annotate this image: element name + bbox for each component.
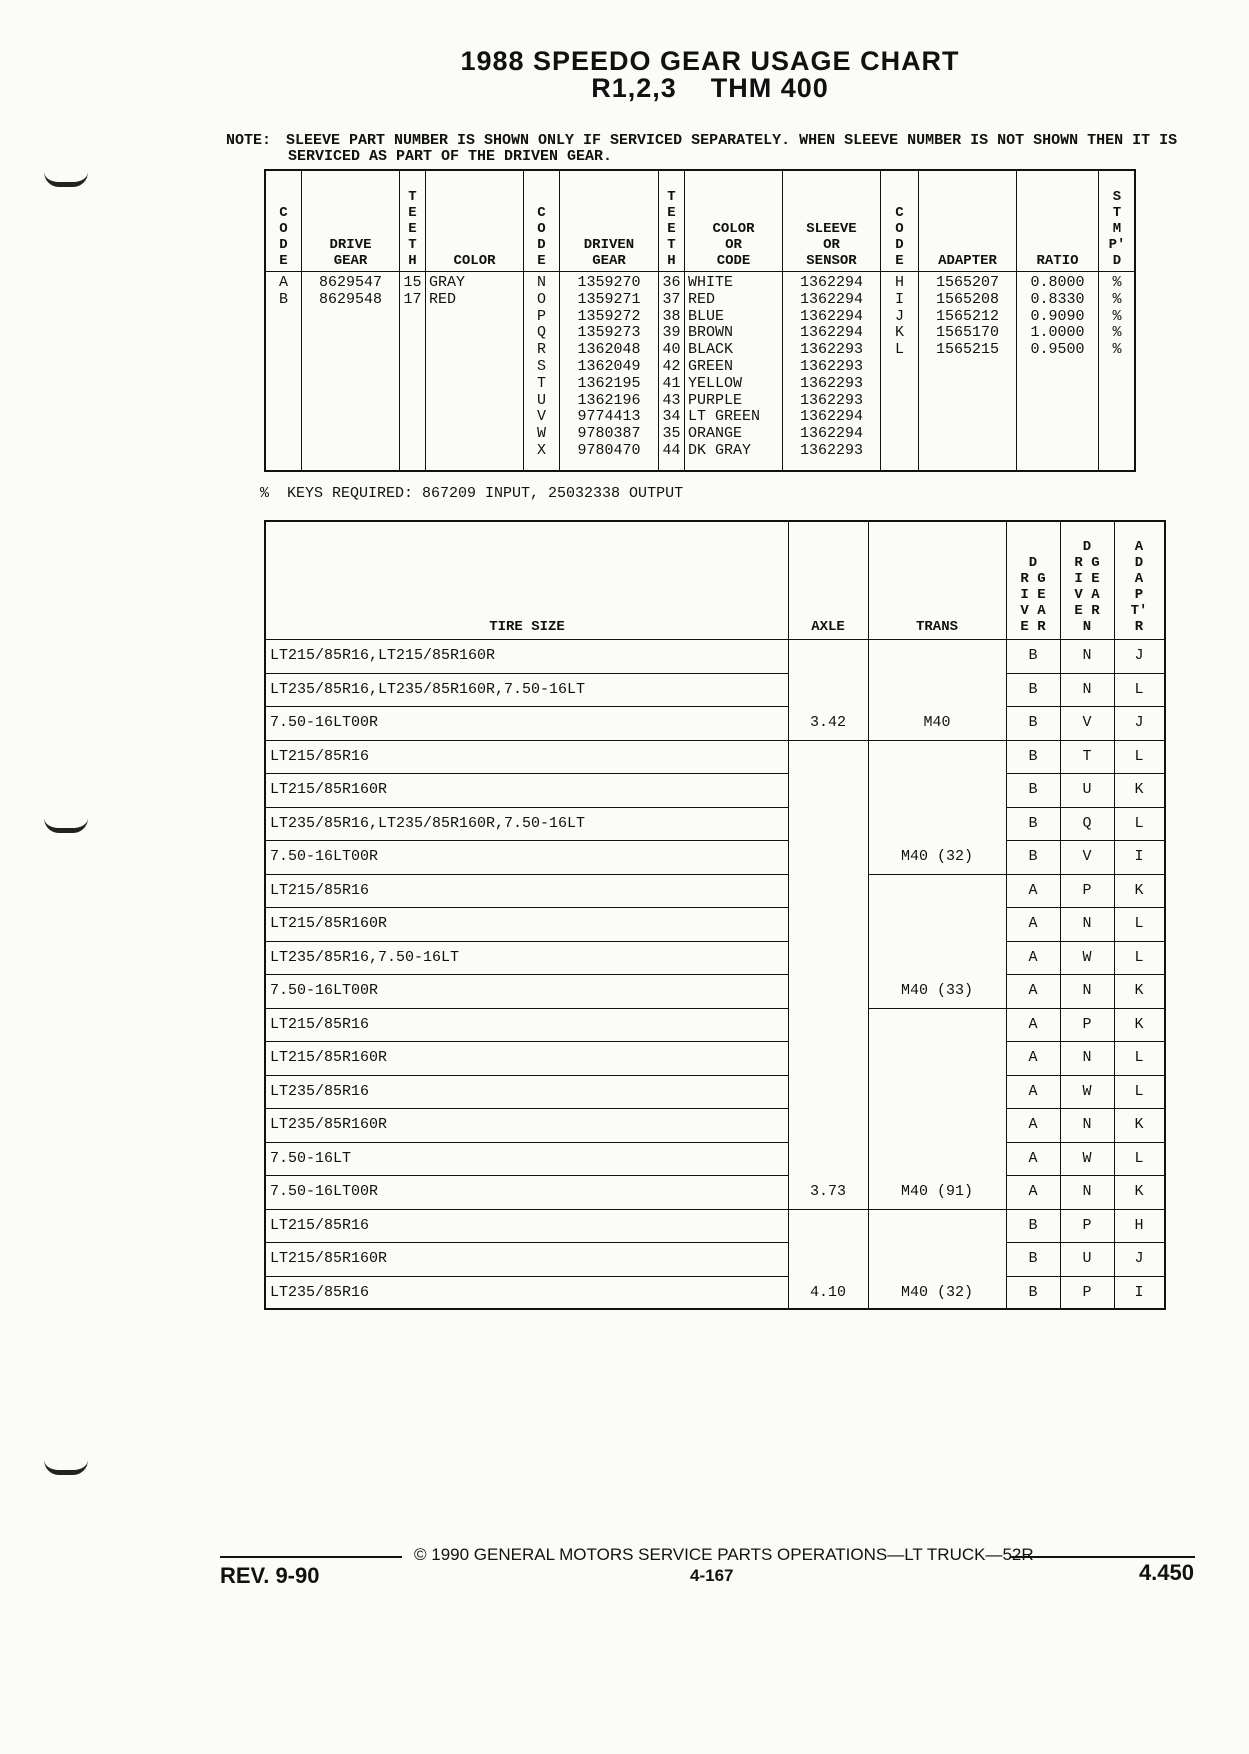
page-title: [330, 48, 1090, 102]
adapter-cell: L: [1134, 1149, 1144, 1167]
driven-gear-cell: U: [1082, 1250, 1092, 1267]
trans-value: M40 (33): [900, 982, 973, 999]
gear-cell: RED: [429, 290, 457, 308]
drive-gear-cell: A: [1028, 1049, 1038, 1066]
driven-gear-cell: N: [1082, 647, 1092, 664]
drive-gear-cell: B: [1028, 714, 1038, 731]
gear-cell: 42: [662, 357, 681, 375]
note-block: [226, 133, 1206, 165]
col-drive-gear-header-label: DRIVE GEAR: [329, 237, 372, 269]
note-line-2: SERVICED AS PART OF THE DRIVEN GEAR.: [288, 148, 613, 165]
gear-cell: 39: [662, 324, 681, 342]
tire-size-cell: LT215/85R16: [270, 881, 370, 899]
gear-cell: 36: [662, 274, 681, 291]
col-adapter-header: [919, 171, 1016, 271]
gear-cell: 38: [662, 307, 681, 325]
gear-table-header-rule: [266, 271, 1134, 272]
col-stmp-header-label: S T M P' D: [1108, 189, 1126, 269]
gear-cell: YELLOW: [688, 374, 743, 392]
driven-gear-cell: W: [1082, 1082, 1092, 1100]
tire-size-cell: LT215/85R160R: [270, 781, 388, 798]
gear-cell: 0.9500: [1030, 341, 1085, 359]
driven-gear-cell: N: [1082, 1116, 1092, 1133]
col-driven-gear: [560, 171, 659, 470]
gear-cell: 37: [662, 290, 681, 308]
col-sleeve-header: [783, 171, 880, 271]
tire-size-cell: 7.50-16LT00R: [270, 848, 379, 865]
tire-size-cell: LT235/85R16,LT235/85R160R,7.50-16LT: [270, 814, 586, 832]
col-color-code-header: [685, 171, 782, 271]
driven-gear-cell: N: [1082, 915, 1092, 932]
drive-gear-cell: B: [1028, 1216, 1038, 1234]
adapter-cell: L: [1134, 814, 1144, 832]
driven-gear-cell: P: [1082, 1015, 1092, 1033]
gear-cell: %: [1112, 324, 1122, 342]
col-drive-color: [426, 171, 524, 470]
gear-cell: 1565212: [935, 307, 999, 325]
drive-gear-cell: B: [1028, 1250, 1038, 1267]
adapter-cell: I: [1134, 848, 1144, 865]
tire-size-cell: LT235/85R16: [270, 1082, 370, 1100]
adapter-cell: K: [1134, 982, 1144, 999]
gear-cell: T: [536, 374, 546, 392]
adapter-cell: H: [1134, 1216, 1144, 1234]
adapter-cell: J: [1134, 647, 1144, 664]
col-adapter-code-header: [881, 171, 918, 271]
drive-gear-cell: B: [1028, 814, 1038, 832]
col-stmp: [1099, 171, 1136, 470]
col-ratio-header-label: RATIO: [1036, 253, 1079, 269]
gear-cell: N: [536, 274, 546, 291]
gear-cell: 0.8330: [1030, 290, 1085, 308]
footer-copyright: © 1990 GENERAL MOTORS SERVICE PARTS OPERATIONS—LT TRUCK—52R: [414, 1545, 1034, 1564]
gear-cell: 15: [403, 274, 422, 291]
driven-gear-cell: T: [1082, 747, 1092, 765]
gear-cell: 1362293: [799, 374, 863, 392]
tire-size-cell: 7.50-16LT: [270, 1149, 352, 1167]
gear-cell: PURPLE: [688, 391, 743, 409]
drive-gear-cell: B: [1028, 848, 1038, 865]
drive-gear-cell: A: [1028, 915, 1038, 932]
col-driven-gear-header: [560, 171, 658, 271]
gear-cell: U: [536, 391, 546, 409]
col-ratio-header: [1017, 171, 1098, 271]
tire-size-cell: LT235/85R16,7.50-16LT: [270, 948, 460, 966]
gear-cell: L: [894, 341, 904, 359]
adapter-cell: K: [1134, 1015, 1144, 1033]
gear-cell: ORANGE: [688, 425, 743, 443]
driven-gear-cell: N: [1082, 982, 1092, 999]
col-sleeve-body: [783, 275, 880, 460]
title-line-1: 1988 SPEEDO GEAR USAGE CHART: [460, 46, 960, 76]
drive-gear-cell: A: [1028, 1149, 1038, 1167]
tire-size-cell: LT215/85R160R: [270, 915, 388, 932]
header-driven-gear: D R G I E V A E R N: [1074, 539, 1100, 635]
gear-cell: GREEN: [688, 357, 734, 375]
gear-cell: 9780470: [577, 441, 641, 459]
col-drive-teeth-body: [400, 275, 425, 309]
col-color-code-body: [685, 275, 782, 460]
gear-cell: S: [536, 357, 546, 375]
tire-size-cell: 7.50-16LT00R: [270, 714, 379, 731]
col-drive-code-header-label: C O D E: [279, 205, 288, 269]
gear-cell: 17: [403, 290, 422, 308]
col-drive-color-body: [426, 275, 523, 309]
driven-gear-cell: P: [1082, 1283, 1092, 1301]
axle-value: 4.10: [809, 1283, 846, 1301]
gear-cell: I: [894, 290, 904, 308]
gear-cell: 1.0000: [1030, 324, 1085, 342]
col-driven-gear-header-label: DRIVEN GEAR: [583, 237, 635, 269]
driven-gear-cell: V: [1082, 714, 1092, 731]
gear-cell: %: [1112, 274, 1122, 291]
note-label: NOTE:: [226, 132, 272, 149]
footer-section-number: 4.450: [1138, 1560, 1194, 1585]
drive-gear-cell: B: [1028, 781, 1038, 798]
gear-cell: 1359270: [577, 274, 641, 291]
gear-cell: X: [536, 441, 546, 459]
adapter-cell: L: [1134, 948, 1144, 966]
col-color-code-header-label: COLOR OR CODE: [712, 221, 755, 269]
binder-mark-bottom: [44, 1460, 88, 1475]
col-drive-gear-body: [302, 275, 399, 309]
adapter-cell: K: [1134, 1183, 1144, 1200]
trans-value: M40 (91): [900, 1183, 973, 1200]
driven-gear-cell: N: [1082, 1049, 1092, 1066]
gear-cell: W: [536, 425, 546, 443]
col-adapter: [919, 171, 1017, 470]
gear-cell: 8629547: [318, 274, 382, 291]
gear-cell: 1565215: [935, 341, 999, 359]
gear-cell: 1362294: [799, 290, 863, 308]
col-driven-teeth-header-label: T E E T H: [667, 189, 676, 269]
trans-value: M40 (32): [900, 848, 973, 865]
gear-cell: 1362294: [799, 324, 863, 342]
drive-gear-cell: A: [1028, 1015, 1038, 1033]
trans-value: M40 (32): [900, 1283, 973, 1301]
adapter-cell: J: [1134, 714, 1144, 731]
drive-gear-cell: A: [1028, 1116, 1038, 1133]
note-line-1: SLEEVE PART NUMBER IS SHOWN ONLY IF SERVICED SEPARATELY. WHEN SLEEVE NUMBER IS NOT SHOWN THEN IT IS: [286, 132, 1178, 149]
gear-cell: 1362294: [799, 408, 863, 426]
gear-cell: 0.8000: [1030, 274, 1085, 291]
col-drive-teeth: [400, 171, 426, 470]
footer-rule-right: [1010, 1556, 1195, 1558]
gear-cell: BLUE: [688, 307, 725, 325]
tire-size-cell: LT215/85R160R: [270, 1049, 388, 1066]
drive-gear-cell: A: [1028, 948, 1038, 966]
axle-value: 3.73: [809, 1183, 846, 1200]
adapter-cell: K: [1134, 781, 1144, 798]
gear-cell: WHITE: [688, 274, 734, 291]
keys-note: % KEYS REQUIRED: 867209 INPUT, 25032338 OUTPUT: [260, 485, 684, 502]
driven-gear-cell: V: [1082, 848, 1092, 865]
col-drive-teeth-header-label: T E E T H: [408, 189, 417, 269]
driven-gear-cell: U: [1082, 781, 1092, 798]
adapter-cell: K: [1134, 1116, 1144, 1133]
gear-cell: LT GREEN: [688, 408, 761, 426]
gear-cell: 1362293: [799, 391, 863, 409]
col-drive-color-header: [426, 171, 523, 271]
header-drive-gear: D R G I E V A E R: [1020, 555, 1046, 635]
col-ratio-body: [1017, 275, 1098, 359]
header-trans: TRANS: [915, 619, 958, 635]
col-driven-code-header: [524, 171, 559, 271]
col-driven-gear-body: [560, 275, 658, 460]
axle-value: 3.42: [809, 714, 846, 731]
tire-size-cell: LT215/85R160R: [270, 1250, 388, 1267]
gear-cell: 1362048: [577, 341, 641, 359]
col-ratio: [1017, 171, 1099, 470]
footer-rule-left: [220, 1556, 402, 1558]
gear-cell: Q: [536, 324, 546, 342]
driven-gear-cell: W: [1082, 948, 1092, 966]
gear-cell: 8629548: [318, 290, 382, 308]
col-adapter-code: [881, 171, 919, 470]
gear-cell: 0.9090: [1030, 307, 1085, 325]
tire-size-cell: LT215/85R16: [270, 1216, 370, 1234]
col-driven-code-header-label: C O D E: [537, 205, 546, 269]
col-drive-code-body: [266, 275, 301, 309]
col-stmp-body: [1099, 275, 1135, 359]
gear-cell: 1359273: [577, 324, 641, 342]
gear-cell: 1362196: [577, 391, 641, 409]
col-stmp-header: [1099, 171, 1135, 271]
gear-cell: 35: [662, 425, 681, 443]
adapter-cell: L: [1134, 680, 1144, 698]
gear-cell: 9774413: [577, 408, 641, 426]
footer-rev: REV. 9-90: [220, 1563, 320, 1588]
gear-cell: 1565208: [935, 290, 999, 308]
col-drive-gear-header: [302, 171, 399, 271]
driven-gear-cell: P: [1082, 881, 1092, 899]
col-drive-teeth-header: [400, 171, 425, 271]
title-line-2: R1,2,3 THM 400: [591, 73, 829, 103]
tire-size-cell: LT235/85R160R: [270, 1116, 388, 1133]
gear-cell: P: [536, 307, 546, 325]
gear-cell: 1359271: [577, 290, 641, 308]
binder-mark-middle: [44, 818, 88, 833]
col-drive-code-header: [266, 171, 301, 271]
gear-cell: 1565170: [935, 324, 999, 342]
driven-gear-cell: P: [1082, 1216, 1092, 1234]
col-driven-code-body: [524, 275, 559, 460]
gear-cell: 41: [662, 374, 681, 392]
tire-size-cell: LT215/85R16: [270, 1015, 370, 1033]
gear-cell: 1362049: [577, 357, 641, 375]
tire-size-cell: LT215/85R16,LT215/85R160R: [270, 647, 496, 664]
gear-cell: %: [1112, 290, 1122, 308]
gear-cell: 1362294: [799, 425, 863, 443]
binder-mark-top: [44, 172, 88, 187]
col-adapter-code-body: [881, 275, 918, 359]
col-drive-gear: [302, 171, 400, 470]
header-tire-size: TIRE SIZE: [489, 619, 565, 635]
adapter-cell: I: [1134, 1283, 1144, 1301]
adapter-cell: L: [1134, 1049, 1144, 1066]
gear-cell: 1362294: [799, 274, 863, 291]
gear-cell: 43: [662, 391, 681, 409]
footer-page-number: 4-167: [690, 1566, 734, 1585]
driven-gear-cell: N: [1082, 1183, 1092, 1200]
gear-table: [264, 169, 1136, 472]
gear-cell: BLACK: [688, 341, 734, 359]
gear-cell: DK GRAY: [688, 441, 752, 459]
drive-gear-cell: B: [1028, 747, 1038, 765]
driven-gear-cell: Q: [1082, 814, 1092, 832]
col-color-code: [685, 171, 783, 470]
tire-size-cell: LT235/85R16,LT235/85R160R,7.50-16LT: [270, 680, 586, 698]
col-sleeve-header-label: SLEEVE OR SENSOR: [806, 221, 857, 269]
drive-gear-cell: A: [1028, 1082, 1038, 1100]
adapter-cell: J: [1134, 1250, 1144, 1267]
gear-cell: 1362293: [799, 341, 863, 359]
tire-table: [264, 520, 1166, 1310]
driven-gear-cell: N: [1082, 680, 1092, 698]
drive-gear-cell: B: [1028, 1283, 1038, 1301]
col-driven-teeth: [659, 171, 685, 470]
drive-gear-cell: B: [1028, 647, 1038, 664]
col-sleeve: [783, 171, 881, 470]
tire-size-cell: 7.50-16LT00R: [270, 982, 379, 999]
gear-cell: A: [278, 274, 288, 291]
gear-cell: R: [536, 341, 546, 359]
drive-gear-cell: A: [1028, 982, 1038, 999]
driven-gear-cell: W: [1082, 1149, 1092, 1167]
col-driven-code: [524, 171, 560, 470]
col-drive-color-header-label: COLOR: [453, 253, 496, 269]
gear-cell: RED: [688, 290, 716, 308]
gear-cell: J: [894, 307, 904, 325]
col-adapter-header-label: ADAPTER: [938, 253, 997, 269]
col-adapter-code-header-label: C O D E: [895, 205, 904, 269]
gear-cell: 1362294: [799, 307, 863, 325]
col-driven-teeth-header: [659, 171, 684, 271]
gear-cell: 9780387: [577, 425, 641, 443]
gear-cell: %: [1112, 341, 1122, 359]
gear-cell: GRAY: [429, 274, 466, 291]
tire-size-cell: LT215/85R16: [270, 747, 370, 765]
adapter-cell: L: [1134, 747, 1144, 765]
gear-cell: 1362293: [799, 441, 863, 459]
col-driven-teeth-body: [659, 275, 684, 460]
adapter-cell: K: [1134, 881, 1144, 899]
header-adapter: A D A P T' R: [1130, 539, 1148, 635]
drive-gear-cell: A: [1028, 881, 1038, 899]
gear-cell: 44: [662, 441, 681, 459]
gear-cell: BROWN: [688, 324, 734, 342]
gear-cell: 1565207: [935, 274, 999, 291]
gear-cell: H: [894, 274, 904, 291]
gear-cell: V: [536, 408, 546, 426]
header-axle: AXLE: [811, 619, 845, 635]
col-adapter-body: [919, 275, 1016, 359]
gear-cell: 34: [662, 408, 681, 426]
gear-cell: 1362195: [577, 374, 641, 392]
col-drive-code: [266, 171, 302, 470]
drive-gear-cell: A: [1028, 1183, 1038, 1200]
gear-cell: K: [894, 324, 904, 342]
gear-cell: 1359272: [577, 307, 641, 325]
adapter-cell: L: [1134, 915, 1144, 932]
tire-size-cell: LT235/85R16: [270, 1283, 370, 1301]
trans-value: M40: [923, 714, 951, 731]
drive-gear-cell: B: [1028, 680, 1038, 698]
gear-cell: B: [278, 290, 288, 308]
gear-cell: %: [1112, 307, 1122, 325]
tire-size-cell: 7.50-16LT00R: [270, 1183, 379, 1200]
gear-cell: 1362293: [799, 357, 863, 375]
gear-cell: 40: [662, 341, 681, 359]
gear-cell: O: [536, 290, 546, 308]
adapter-cell: L: [1134, 1082, 1144, 1100]
